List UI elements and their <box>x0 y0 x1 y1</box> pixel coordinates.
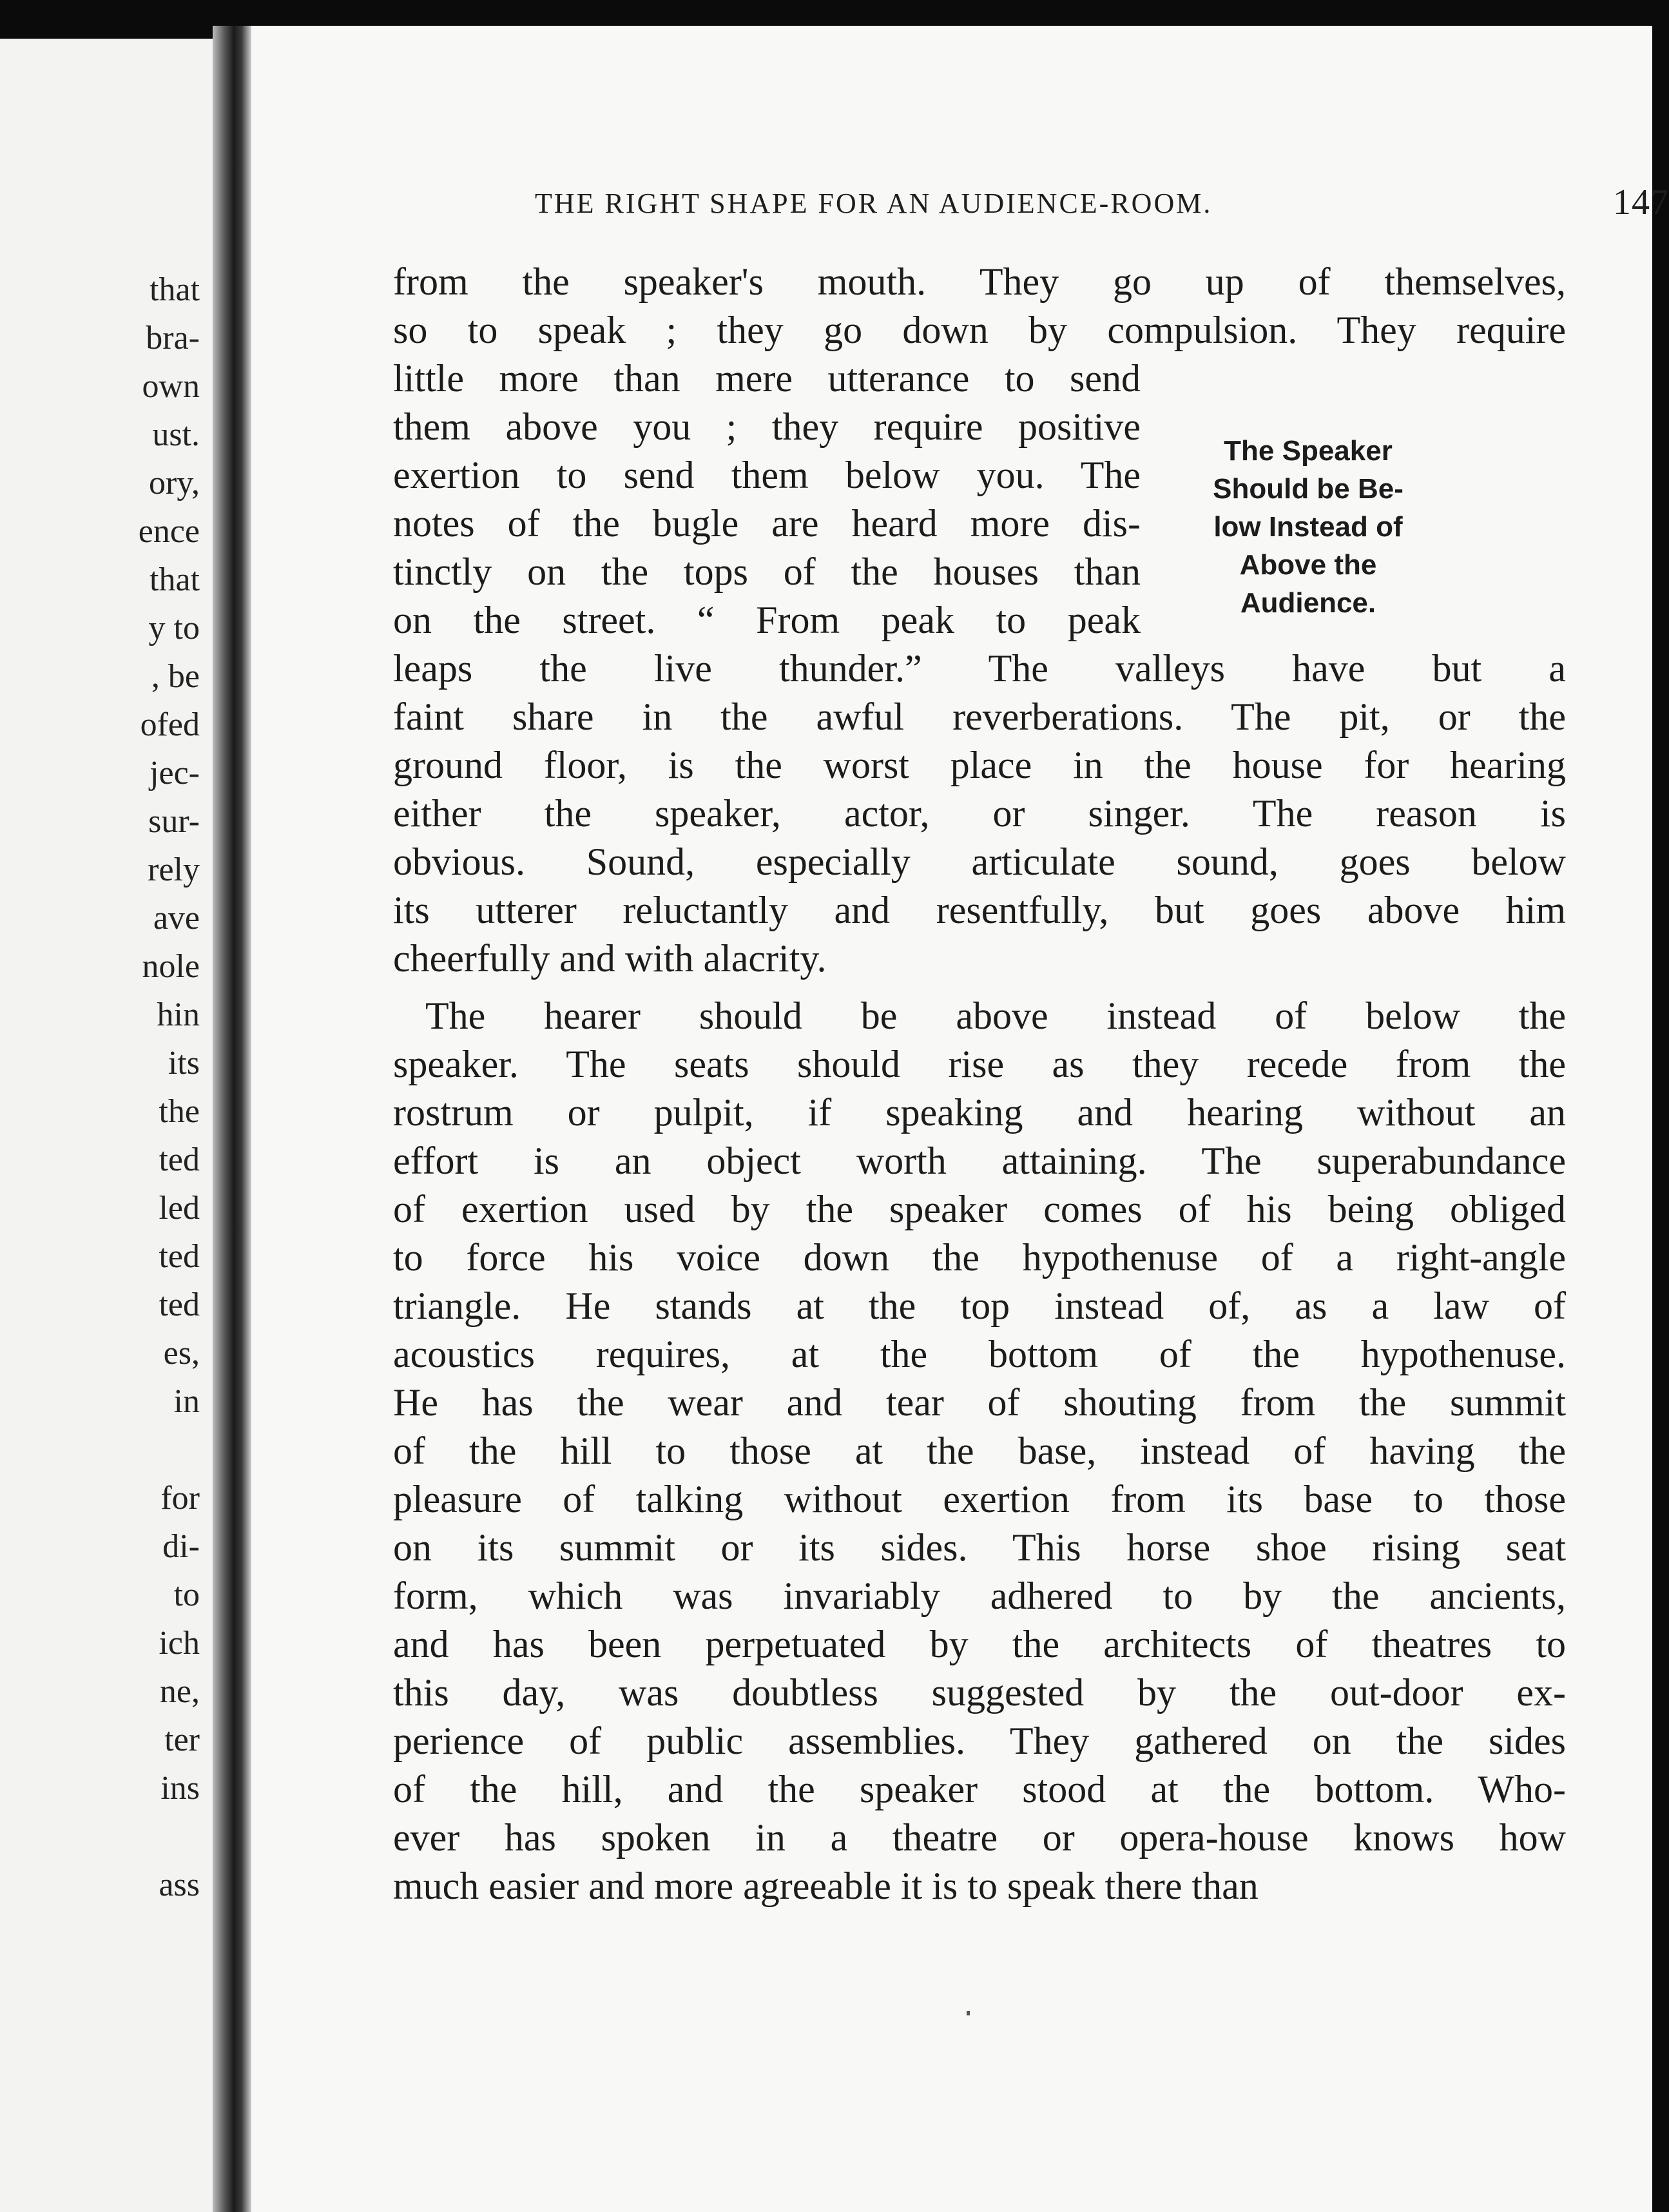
text-line: effort is an object worth attaining. The superabundance <box>393 1140 1566 1182</box>
text-line: cheerfully and with alacrity. <box>393 937 827 980</box>
text-line: little more than mere utterance to send <box>393 357 1141 400</box>
left-page-fragment: ence <box>138 513 200 550</box>
left-page-fragment: for <box>160 1480 200 1517</box>
text-line: perience of public assemblies. They gathered on the sides <box>393 1720 1566 1762</box>
left-page-fragment: bra- <box>146 320 200 356</box>
text-line: of exertion used by the speaker comes of his being obliged <box>393 1188 1566 1230</box>
text-line: exertion to send them below you. The <box>393 454 1141 496</box>
text-line: The hearer should be above instead of below the <box>425 994 1566 1037</box>
page-number: 147 <box>1613 182 1669 222</box>
sidenote-line: low Instead of <box>1213 511 1403 543</box>
book-binding-gutter <box>213 26 251 2212</box>
paragraph-2 <box>393 992 1566 1910</box>
text-line: on its summit or its sides. This horse shoe rising seat <box>393 1526 1566 1569</box>
left-page-fragment: , be <box>151 658 200 695</box>
text-line: on the street. “ From peak to peak <box>393 599 1141 641</box>
left-page-fragment: ust. <box>152 416 200 453</box>
left-page-fragment: the <box>159 1093 200 1130</box>
left-page-fragment: jec- <box>150 755 200 791</box>
margin-sidenote <box>1173 432 1443 622</box>
text-line: of the hill, and the speaker stood at the bottom. Who- <box>393 1768 1566 1810</box>
text-line: leaps the live thunder.” The valleys have but a <box>393 647 1566 690</box>
text-line: and has been perpetuated by the architects of theatres to <box>393 1623 1566 1665</box>
text-line: He has the wear and tear of shouting from the summit <box>393 1381 1566 1424</box>
running-title: THE RIGHT SHAPE FOR AN AUDIENCE-ROOM. <box>535 188 1213 219</box>
left-page-fragment: ass <box>159 1867 200 1903</box>
left-page-fragment: ne, <box>159 1673 200 1710</box>
left-page-fragment: rely <box>148 851 200 888</box>
text-line: of the hill to those at the base, instead of having the <box>393 1430 1566 1472</box>
text-line: pleasure of talking without exertion from its base to those <box>393 1478 1566 1520</box>
text-line: them above you ; they require positive <box>393 405 1141 448</box>
left-page-fragment: its <box>168 1045 200 1082</box>
left-page-fragment: hin <box>157 996 200 1033</box>
print-speck <box>967 2011 970 2015</box>
text-line: ever has spoken in a theatre or opera-house knows how <box>393 1816 1566 1859</box>
sidenote-line: Above the <box>1239 549 1377 581</box>
left-page-fragment: ave <box>153 900 200 936</box>
left-page-fragment: ory, <box>149 465 200 501</box>
left-page-fragment: nole <box>142 948 200 985</box>
text-line: this day, was doubtless suggested by the out-door ex- <box>393 1671 1566 1714</box>
left-page-fragment: ofed <box>140 706 200 743</box>
book-page <box>251 26 1669 2212</box>
left-page-fragment: ted <box>159 1141 200 1178</box>
text-line: notes of the bugle are heard more dis- <box>393 502 1141 545</box>
left-page-fragment: y to <box>148 610 200 646</box>
left-page-fragment: own <box>142 368 200 405</box>
left-page-fragment: in <box>173 1383 200 1420</box>
left-page-fragment: ich <box>159 1625 200 1662</box>
left-page-fragment: that <box>150 561 200 598</box>
text-line: tinctly on the tops of the houses than <box>393 550 1141 593</box>
left-page-fragment: that <box>150 271 200 308</box>
left-facing-page <box>0 39 213 2212</box>
left-page-fragment: ted <box>159 1238 200 1275</box>
sidenote-line: The Speaker <box>1224 435 1393 467</box>
text-line: much easier and more agreeable it is to speak there than <box>393 1865 1259 1907</box>
left-page-fragment: ter <box>164 1722 200 1758</box>
text-line: acoustics requires, at the bottom of the hypothenuse. <box>393 1333 1566 1375</box>
left-page-fragment: ted <box>159 1286 200 1323</box>
text-line: faint share in the awful reverberations. The pit, or the <box>393 695 1566 738</box>
sidenote-line: Audience. <box>1240 587 1376 619</box>
left-page-fragment: led <box>159 1190 200 1227</box>
left-page-fragment: di- <box>162 1528 200 1565</box>
text-line: to force his voice down the hypothenuse of a right-angle <box>393 1236 1566 1279</box>
sidenote-line: Should be Be- <box>1213 473 1404 505</box>
text-line: either the speaker, actor, or singer. The reason is <box>393 792 1566 835</box>
text-line: its utterer reluctantly and resentfully, but goes above him <box>393 889 1566 931</box>
text-line: obvious. Sound, especially articulate sound, goes below <box>393 840 1566 883</box>
left-page-fragment: to <box>173 1577 200 1613</box>
left-page-fragment: ins <box>160 1770 200 1807</box>
text-line: from the speaker's mouth. They go up of themselves, <box>393 260 1566 303</box>
text-line: so to speak ; they go down by compulsion. They require <box>393 309 1566 351</box>
text-line: triangle. He stands at the top instead of, as a law of <box>393 1285 1566 1327</box>
left-page-fragment: sur- <box>148 803 200 840</box>
text-line: speaker. The seats should rise as they recede from the <box>393 1043 1566 1085</box>
text-line: form, which was invariably adhered to by the ancients, <box>393 1575 1566 1617</box>
text-line: rostrum or pulpit, if speaking and hearing without an <box>393 1091 1566 1134</box>
text-line: ground floor, is the worst place in the house for hearing <box>393 744 1566 786</box>
left-page-fragment: es, <box>163 1335 200 1372</box>
